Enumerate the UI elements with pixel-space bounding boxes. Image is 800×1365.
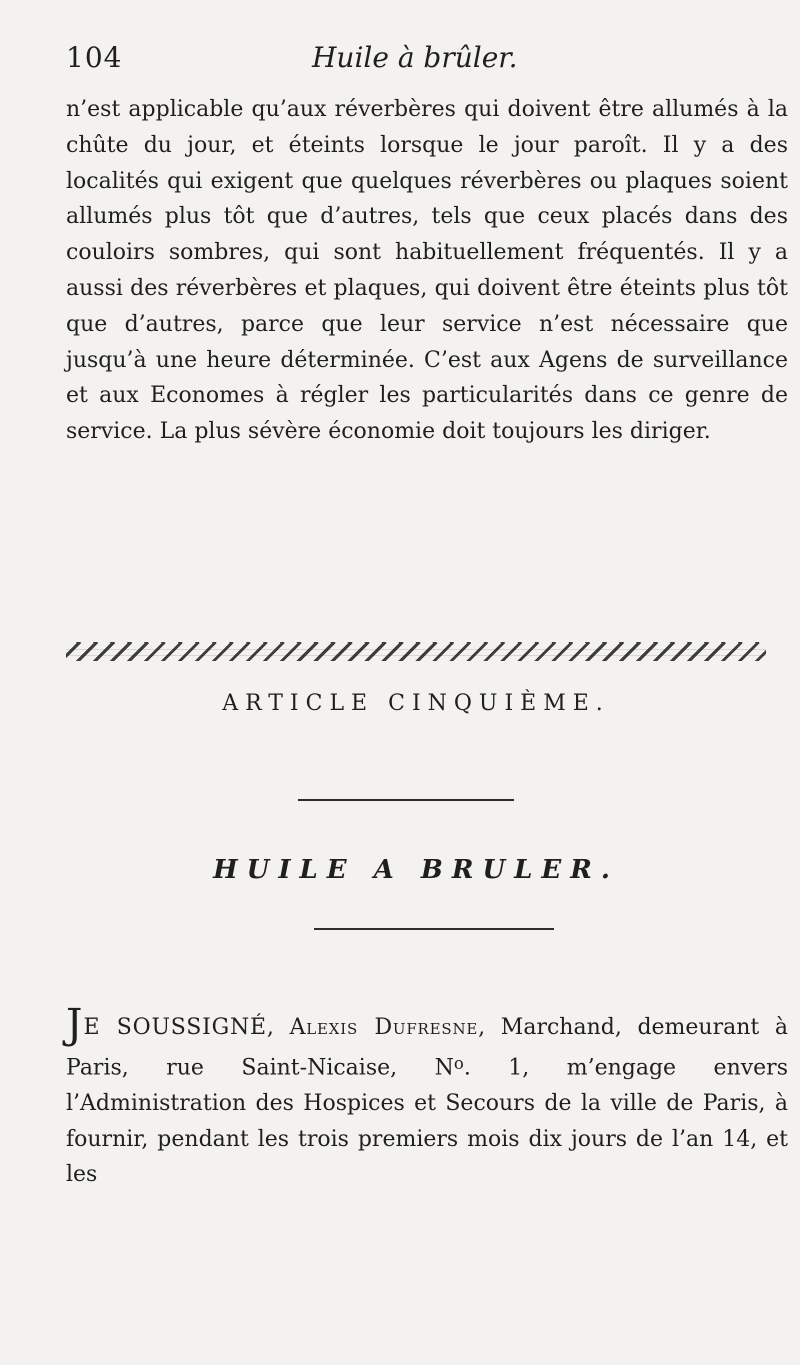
subheading-rule — [314, 928, 554, 930]
opening-text-part-2: . 1, m’engage envers l’Administration des Hospices et Secours de la ville de Paris, à fournir, pendant les trois premiers mois dix jours de l’an 14, et les — [66, 1055, 788, 1188]
body-text — [66, 92, 788, 450]
article-heading: ARTICLE CINQUIÈME. — [222, 691, 610, 716]
number-superscript: o — [453, 1053, 464, 1073]
section-heading: HUILE A BRULER. — [213, 855, 619, 885]
signer-name: Alexis Dufresne — [289, 1015, 479, 1040]
page-header — [66, 41, 726, 94]
opening-text — [66, 1000, 788, 1193]
drop-cap: J — [66, 1000, 83, 1048]
page-number: 104 — [66, 41, 123, 74]
opening-first-word: E SOUSSIGNÉ — [83, 1015, 267, 1040]
decorative-divider — [66, 642, 766, 661]
running-title: Huile à brûler. — [312, 41, 518, 74]
opening-text-part-1: , Marchand, demeurant à Paris, rue Saint-Nicaise, N — [66, 1015, 788, 1081]
opening-paragraph: JE SOUSSIGNÉ, Alexis Dufresne, Marchand, demeurant à Paris, rue Saint-Nicaise, $N^o$. 1, m’engage envers l’Administration des Hospices et Secours de la ville de Paris, à fournir, pendant les trois premiers mois dix jours de l’an 14, et les — [66, 1000, 788, 1188]
body-paragraph: n’est applicable qu’aux réverbères qui doivent être allumés à la chûte du jour, et éteints lorsque le jour paroît. Il y a des localités qui exigent que quelques réverbères ou plaques soient allumés plus tôt que d’autres, tels que ceux placés dans des couloirs sombres, qui sont habituellement fréquentés. Il y a aussi des réverbères et plaques, qui doivent être éteints plus tôt que d’autres, parce que leur service n’est nécessaire que jusqu’à une heure déterminée. C’est aux Agens de surveillance et aux Economes à régler les particularités dans ce genre de service. La plus sévère économie doit toujours les diriger. — [66, 97, 788, 445]
section-rule — [298, 799, 514, 801]
